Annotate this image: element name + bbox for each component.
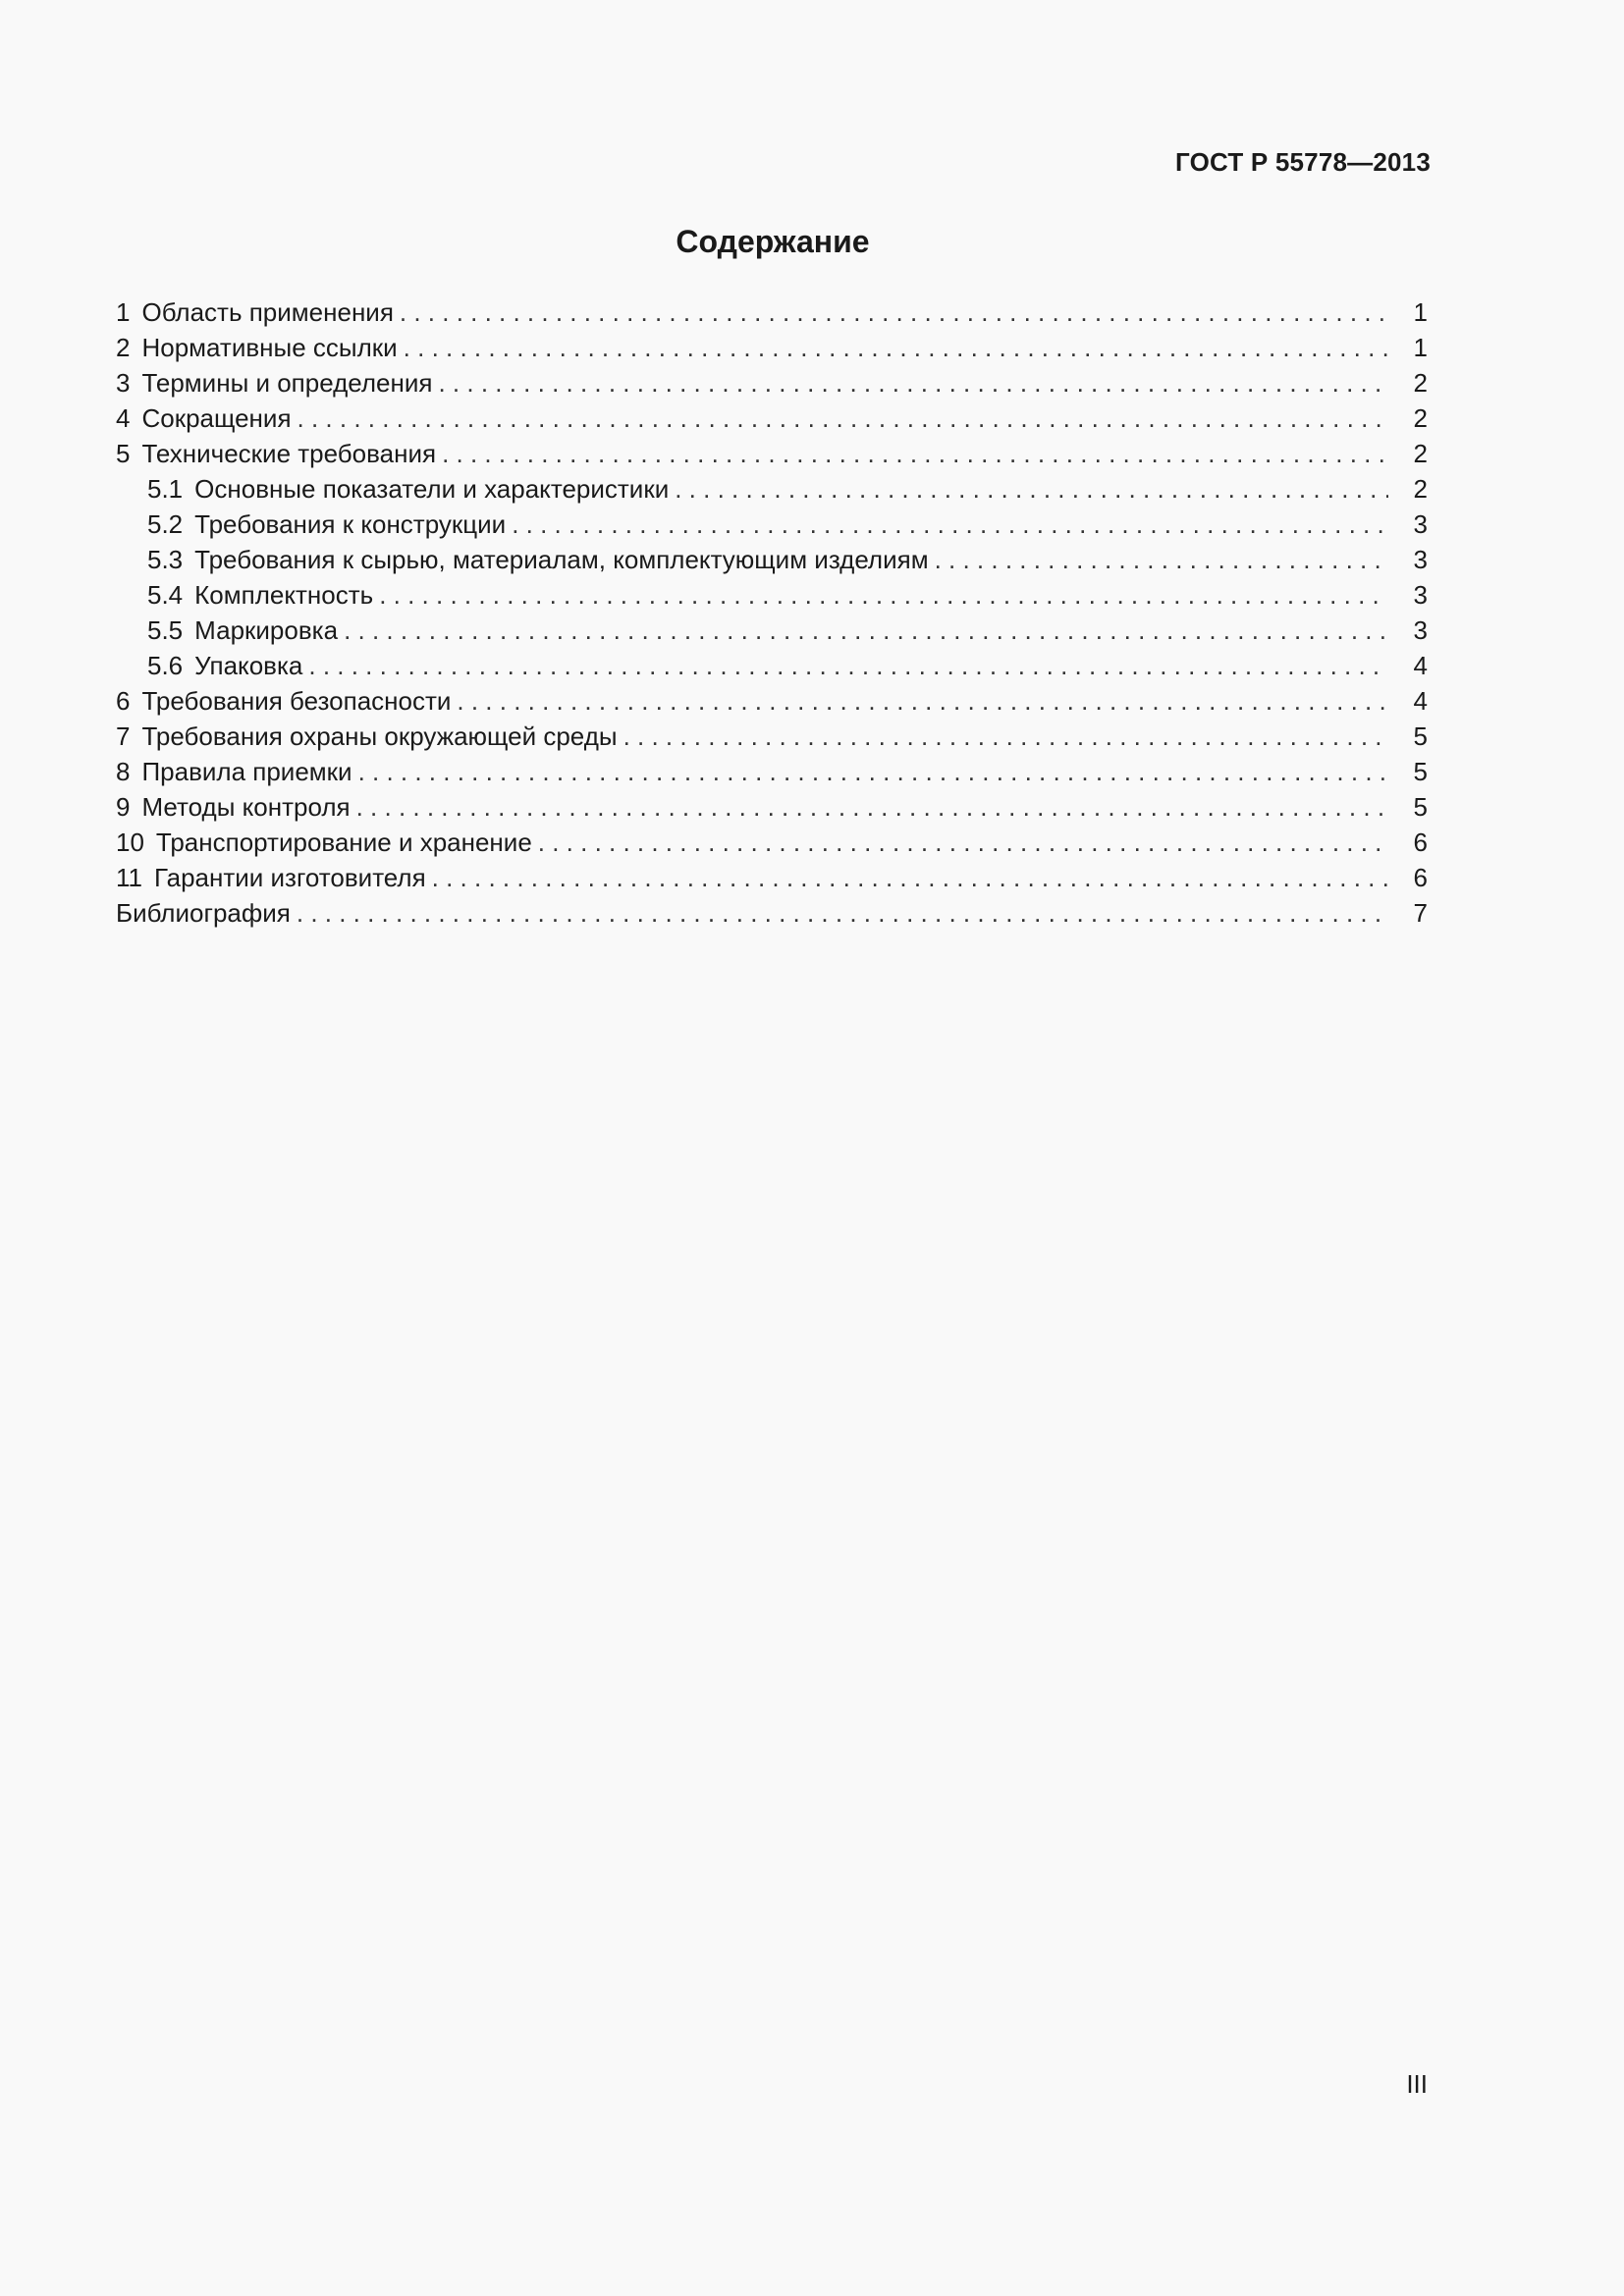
- toc-entry[interactable]: [116, 789, 1428, 825]
- dot-leader: [512, 507, 1388, 542]
- dot-leader: [400, 294, 1388, 330]
- dot-leader: [623, 719, 1388, 754]
- toc-entry-number: 5.1: [147, 474, 184, 504]
- dot-leader: [675, 471, 1388, 507]
- dot-leader: [297, 895, 1388, 931]
- toc-entry[interactable]: [116, 860, 1428, 895]
- toc-entry-title: Упаковка: [194, 651, 303, 680]
- toc-entry[interactable]: [116, 400, 1428, 436]
- dot-leader: [344, 613, 1388, 648]
- toc-entry-title: Транспортирование и хранение: [155, 828, 532, 857]
- toc-entry[interactable]: [116, 542, 1428, 577]
- dot-leader: [432, 860, 1388, 895]
- toc-entry-page: 5: [1413, 721, 1428, 751]
- toc-entry-page: 5: [1413, 792, 1428, 822]
- toc-entry-title: Технические требования: [141, 439, 437, 468]
- toc-entry-title: Комплектность: [194, 580, 374, 610]
- toc-entry[interactable]: [116, 754, 1428, 789]
- toc-entry-title: Термины и определения: [141, 368, 433, 398]
- dot-leader: [457, 683, 1388, 719]
- toc-entry-page: 2: [1413, 403, 1428, 433]
- dot-leader: [308, 648, 1388, 683]
- toc-entry-page: 4: [1413, 651, 1428, 680]
- toc-entry[interactable]: [116, 648, 1428, 683]
- toc-entry-number: 8: [116, 757, 131, 786]
- toc-entry-page: 3: [1413, 615, 1428, 645]
- dot-leader: [404, 330, 1388, 365]
- toc-entry-page: 6: [1413, 828, 1428, 857]
- dot-leader: [538, 825, 1388, 860]
- toc-entry-number: 5.2: [147, 509, 184, 539]
- toc-title: Содержание: [676, 224, 870, 259]
- toc-entry-page: 3: [1413, 509, 1428, 539]
- toc-entry-page: 5: [1413, 757, 1428, 786]
- toc-entry[interactable]: [116, 471, 1428, 507]
- dot-leader: [356, 789, 1388, 825]
- dot-leader: [379, 577, 1388, 613]
- toc-entry[interactable]: [116, 330, 1428, 365]
- toc-entry-title: Гарантии изготовителя: [154, 863, 426, 892]
- toc-entry-title: Требования безопасности: [141, 686, 452, 716]
- document-code: ГОСТ Р 55778—2013: [1175, 147, 1431, 177]
- toc-entry-number: 5.4: [147, 580, 184, 610]
- toc-entry-title: Библиография: [116, 898, 291, 928]
- page-number: III: [1406, 2069, 1428, 2099]
- toc-entry[interactable]: [116, 825, 1428, 860]
- dot-leader: [298, 400, 1388, 436]
- toc-entry-page: 2: [1413, 474, 1428, 504]
- toc-entry[interactable]: [116, 613, 1428, 648]
- toc-entry[interactable]: [116, 365, 1428, 400]
- toc-entry[interactable]: [116, 294, 1428, 330]
- toc-entry-title: Область применения: [141, 297, 394, 327]
- toc-entry-number: 7: [116, 721, 131, 751]
- toc-entry[interactable]: [116, 436, 1428, 471]
- toc-entry-number: 4: [116, 403, 131, 433]
- toc-entry-page: 1: [1413, 297, 1428, 327]
- toc-entry-page: 1: [1413, 333, 1428, 362]
- toc-entry[interactable]: [116, 507, 1428, 542]
- toc-entry-title: Методы контроля: [141, 792, 351, 822]
- toc-entry-number: 10: [116, 828, 144, 857]
- toc-entry[interactable]: [116, 895, 1428, 931]
- toc-entry-page: 4: [1413, 686, 1428, 716]
- toc-entry-number: 3: [116, 368, 131, 398]
- dot-leader: [358, 754, 1388, 789]
- toc-entry-title: Основные показатели и характеристики: [194, 474, 670, 504]
- toc-entry-number: 5.3: [147, 545, 184, 574]
- dot-leader: [438, 365, 1388, 400]
- toc-entry-page: 3: [1413, 580, 1428, 610]
- table-of-contents: [116, 294, 1428, 931]
- toc-entry-number: 5.5: [147, 615, 184, 645]
- toc-entry-page: 7: [1413, 898, 1428, 928]
- toc-entry-number: 9: [116, 792, 131, 822]
- toc-entry-page: 2: [1413, 368, 1428, 398]
- toc-entry-title: Маркировка: [194, 615, 339, 645]
- toc-entry-page: 6: [1413, 863, 1428, 892]
- toc-entry-title: Сокращения: [141, 403, 292, 433]
- toc-entry-number: 2: [116, 333, 131, 362]
- dot-leader: [442, 436, 1388, 471]
- toc-entry-title: Требования охраны окружающей среды: [141, 721, 618, 751]
- toc-entry-title: Нормативные ссылки: [141, 333, 398, 362]
- toc-entry-title: Требования к сырью, материалам, комплектующим изделиям: [194, 545, 929, 574]
- toc-entry-page: 2: [1413, 439, 1428, 468]
- toc-entry-number: 1: [116, 297, 131, 327]
- dot-leader: [935, 542, 1388, 577]
- toc-entry-title: Требования к конструкции: [194, 509, 507, 539]
- toc-entry-title: Правила приемки: [141, 757, 352, 786]
- toc-entry[interactable]: [116, 719, 1428, 754]
- toc-entry[interactable]: [116, 683, 1428, 719]
- toc-entry-number: 6: [116, 686, 131, 716]
- toc-entry-page: 3: [1413, 545, 1428, 574]
- toc-entry-number: 5.6: [147, 651, 184, 680]
- toc-entry[interactable]: [116, 577, 1428, 613]
- toc-entry-number: 11: [116, 863, 142, 892]
- toc-entry-number: 5: [116, 439, 131, 468]
